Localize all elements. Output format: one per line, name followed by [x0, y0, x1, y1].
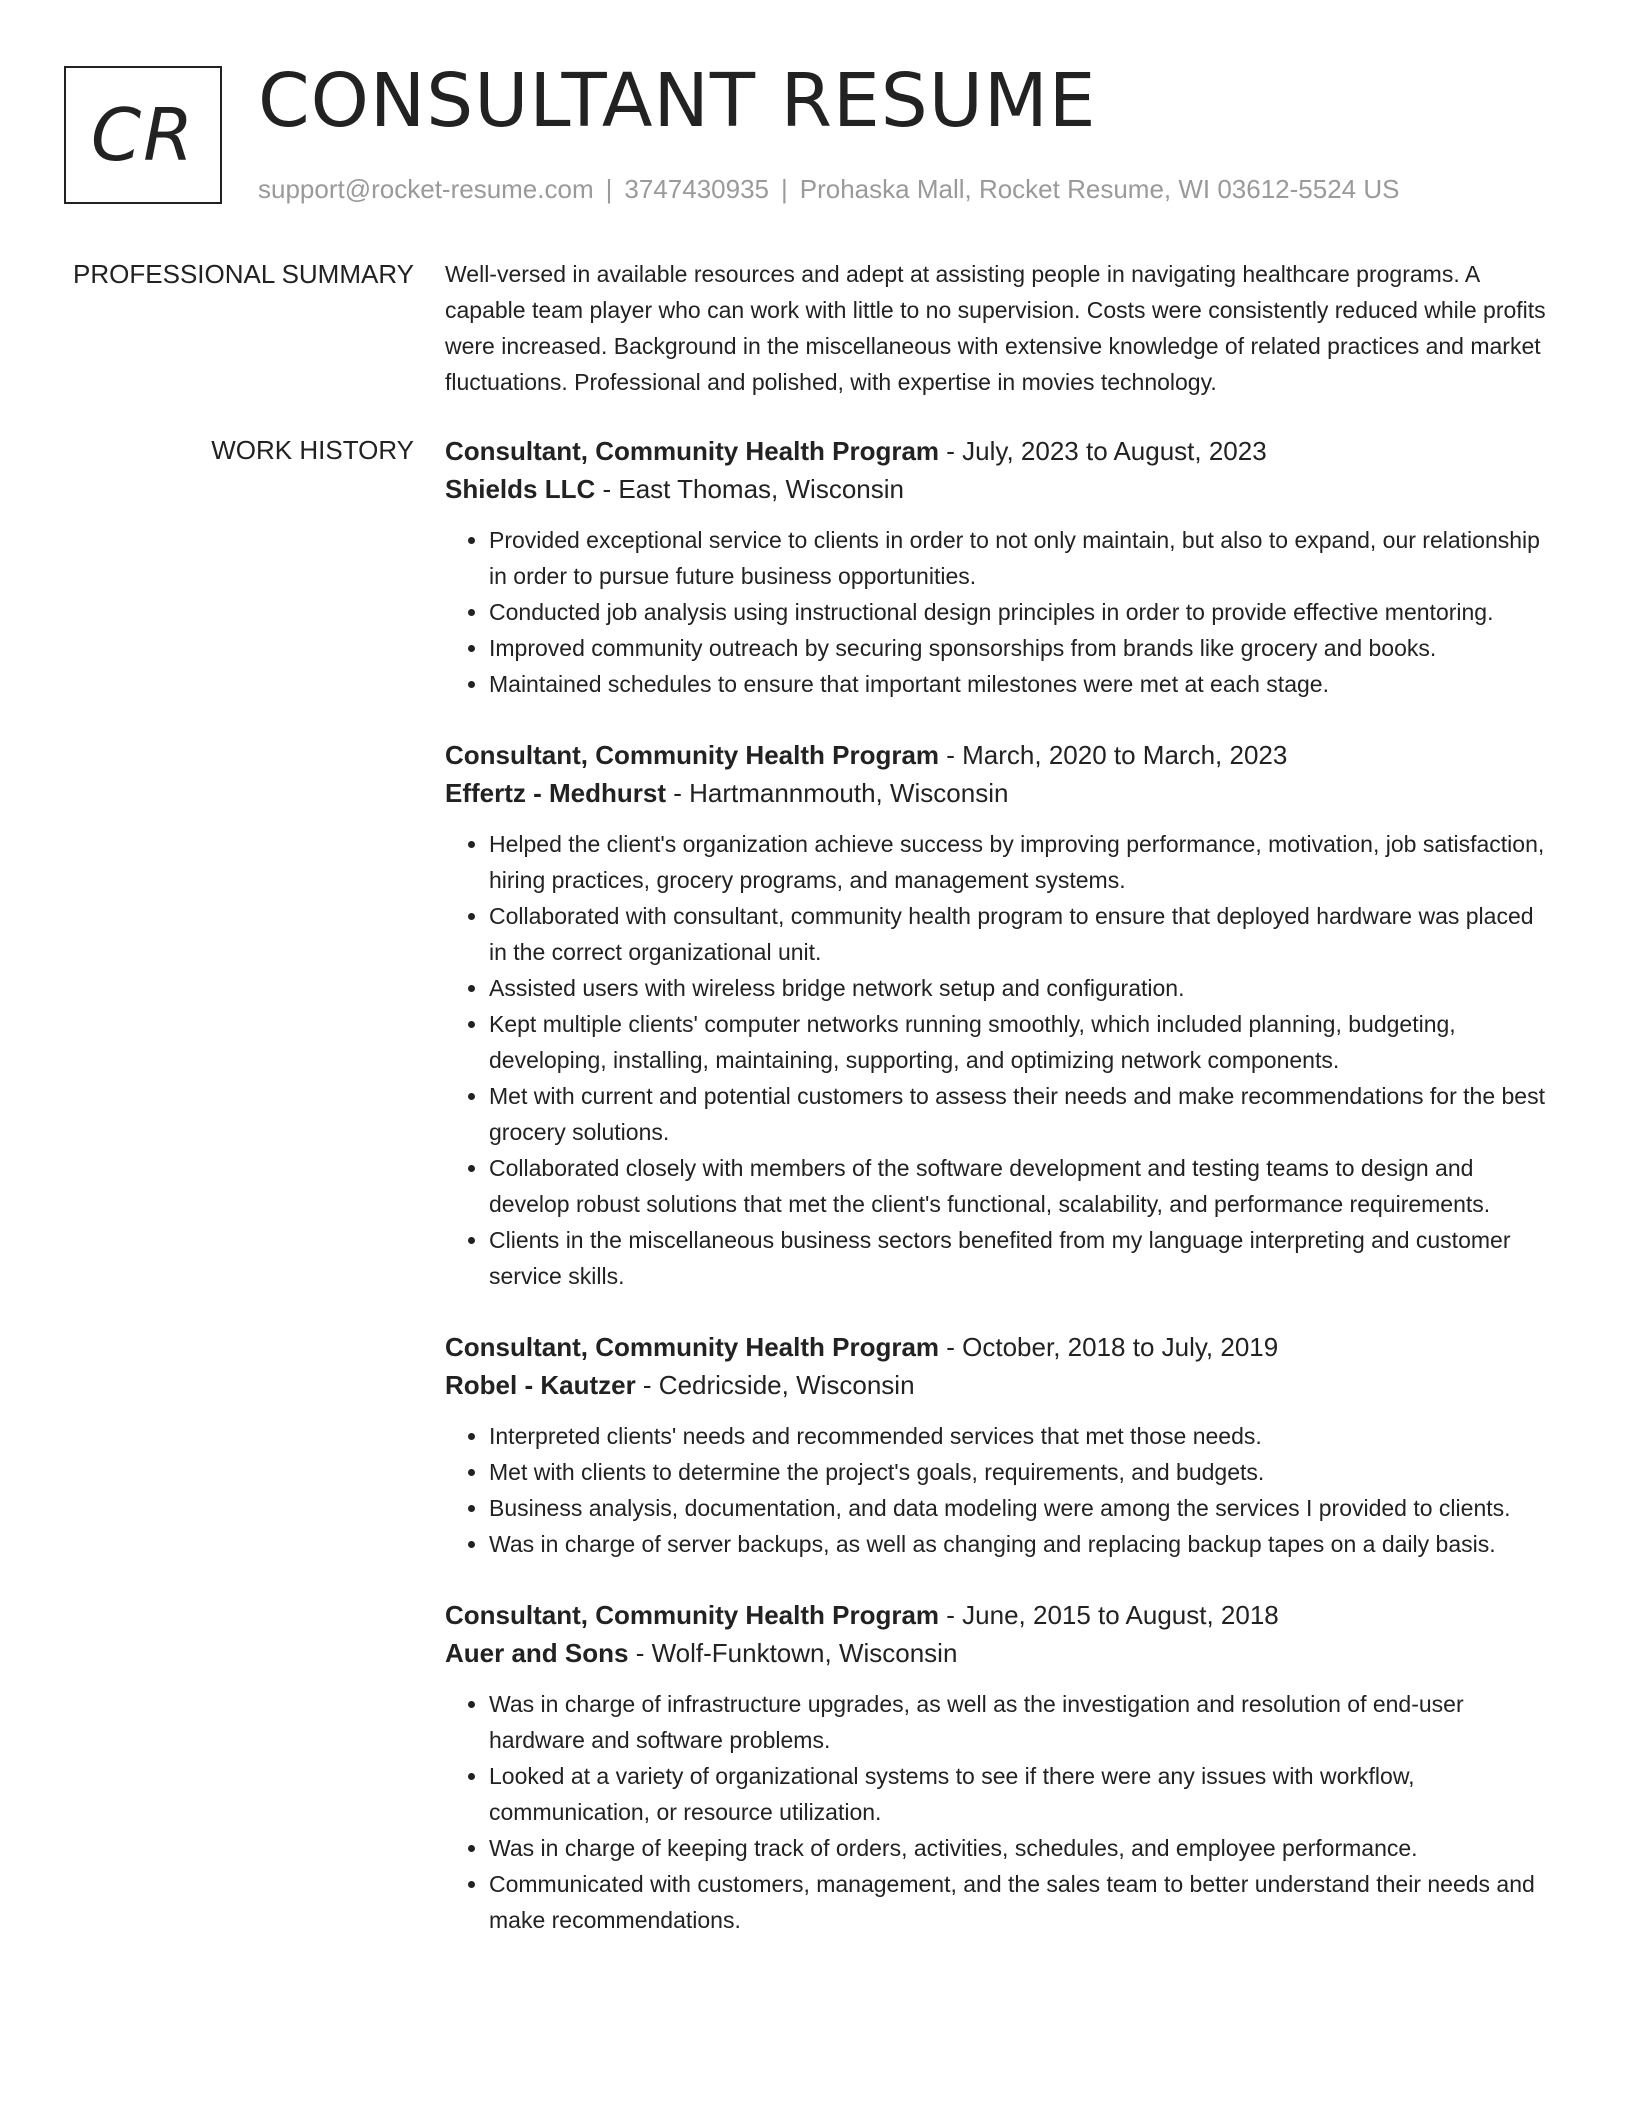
jobs-list [445, 432, 1555, 1972]
job-dates: - March, 2020 to March, 2023 [939, 740, 1288, 770]
job-bullet-item: • Was in charge of server backups, as well as changing and replacing backup tapes on a daily basis. [489, 1526, 1555, 1562]
job-bullet-item: • Clients in the miscellaneous business sectors benefited from my language interpreting and customer service skills. [489, 1222, 1555, 1294]
job-bullets [445, 1686, 1555, 1938]
contact-line [258, 174, 1399, 205]
job-bullet-item: • Was in charge of infrastructure upgrades, as well as the investigation and resolution of end-user hardware and software problems. [489, 1686, 1555, 1758]
contact-phone: 3747430935 [624, 174, 769, 204]
job-bullet-item: • Was in charge of keeping track of orders, activities, schedules, and employee performance. [489, 1830, 1555, 1866]
job-location: - Cedricside, Wisconsin [635, 1370, 915, 1400]
section-label-summary: PROFESSIONAL SUMMARY [73, 259, 414, 289]
summary-text: Well-versed in available resources and adept at assisting people in navigating healthcare programs. A capable team player who can work with little to no supervision. Costs were consistently reduced while profits were increased. Background in the miscellaneous with extensive knowledge of related practices and market fluctuations. Professional and polished, with expertise in movies technology. [445, 261, 1546, 395]
job-entry [445, 1328, 1555, 1562]
contact-email: support@rocket-resume.com [258, 174, 594, 204]
job-company: Effertz - Medhurst [445, 778, 666, 808]
job-bullets [445, 826, 1555, 1294]
job-title: Consultant, Community Health Program [445, 740, 940, 770]
section-label-work-history: WORK HISTORY [211, 435, 414, 465]
job-bullet-item: • Collaborated closely with members of the software development and testing teams to design and develop robust solutions that met the client's functional, scalability, and performance requirements. [489, 1150, 1555, 1222]
job-company-line [445, 1366, 1555, 1404]
job-company-line [445, 1634, 1555, 1672]
job-entry [445, 736, 1555, 1294]
job-title-line [445, 1596, 1555, 1634]
job-bullets [445, 1418, 1555, 1562]
job-company: Auer and Sons [445, 1638, 629, 1668]
monogram-logo: CR [64, 66, 222, 204]
job-dates: - October, 2018 to July, 2019 [939, 1332, 1279, 1362]
job-bullet-item: • Interpreted clients' needs and recommended services that met those needs. [489, 1418, 1555, 1454]
job-title: Consultant, Community Health Program [445, 1600, 940, 1630]
job-bullet-item: • Looked at a variety of organizational systems to see if there were any issues with workflow, communication, or resource utilization. [489, 1758, 1555, 1830]
contact-separator: | [605, 174, 613, 204]
job-company-line [445, 470, 1555, 508]
job-entry [445, 1596, 1555, 1938]
contact-address: Prohaska Mall, Rocket Resume, WI 03612-5524 US [799, 174, 1400, 204]
job-bullet-item: • Conducted job analysis using instructional design principles in order to provide effective mentoring. [489, 594, 1555, 630]
job-bullet-item: • Met with clients to determine the project's goals, requirements, and budgets. [489, 1454, 1555, 1490]
job-bullet-item: • Business analysis, documentation, and data modeling were among the services I provided to clients. [489, 1490, 1555, 1526]
job-bullet-item: • Maintained schedules to ensure that important milestones were met at each stage. [489, 666, 1555, 702]
job-location: - East Thomas, Wisconsin [595, 474, 904, 504]
job-entry [445, 432, 1555, 702]
job-dates: - June, 2015 to August, 2018 [939, 1600, 1279, 1630]
job-bullet-item: • Kept multiple clients' computer networks running smoothly, which included planning, budgeting, developing, installing, maintaining, supporting, and optimizing network components. [489, 1006, 1555, 1078]
job-title: Consultant, Community Health Program [445, 1332, 940, 1362]
job-company-line [445, 774, 1555, 812]
job-title-line [445, 432, 1555, 470]
job-bullet-item: • Collaborated with consultant, community health program to ensure that deployed hardware was placed in the correct organizational unit. [489, 898, 1555, 970]
job-title-line [445, 736, 1555, 774]
job-bullet-item: • Met with current and potential customers to assess their needs and make recommendations for the best grocery solutions. [489, 1078, 1555, 1150]
job-company: Shields LLC [445, 474, 596, 504]
job-bullet-item: • Communicated with customers, management, and the sales team to better understand their needs and make recommendations. [489, 1866, 1555, 1938]
job-bullet-item: • Assisted users with wireless bridge network setup and configuration. [489, 970, 1555, 1006]
job-bullet-item: • Helped the client's organization achieve success by improving performance, motivation, job satisfaction, hiring practices, grocery programs, and management systems. [489, 826, 1555, 898]
job-title-line [445, 1328, 1555, 1366]
resume-title: CONSULTANT RESUME [258, 58, 1097, 144]
job-bullets [445, 522, 1555, 702]
job-dates: - July, 2023 to August, 2023 [939, 436, 1267, 466]
job-location: - Wolf-Funktown, Wisconsin [628, 1638, 958, 1668]
job-title: Consultant, Community Health Program [445, 436, 940, 466]
job-bullet-item: • Improved community outreach by securing sponsorships from brands like grocery and books. [489, 630, 1555, 666]
job-company: Robel - Kautzer [445, 1370, 636, 1400]
job-bullet-item: • Provided exceptional service to clients in order to not only maintain, but also to expand, our relationship in order to pursue future business opportunities. [489, 522, 1555, 594]
contact-separator: | [781, 174, 788, 204]
job-location: - Hartmannmouth, Wisconsin [666, 778, 1009, 808]
